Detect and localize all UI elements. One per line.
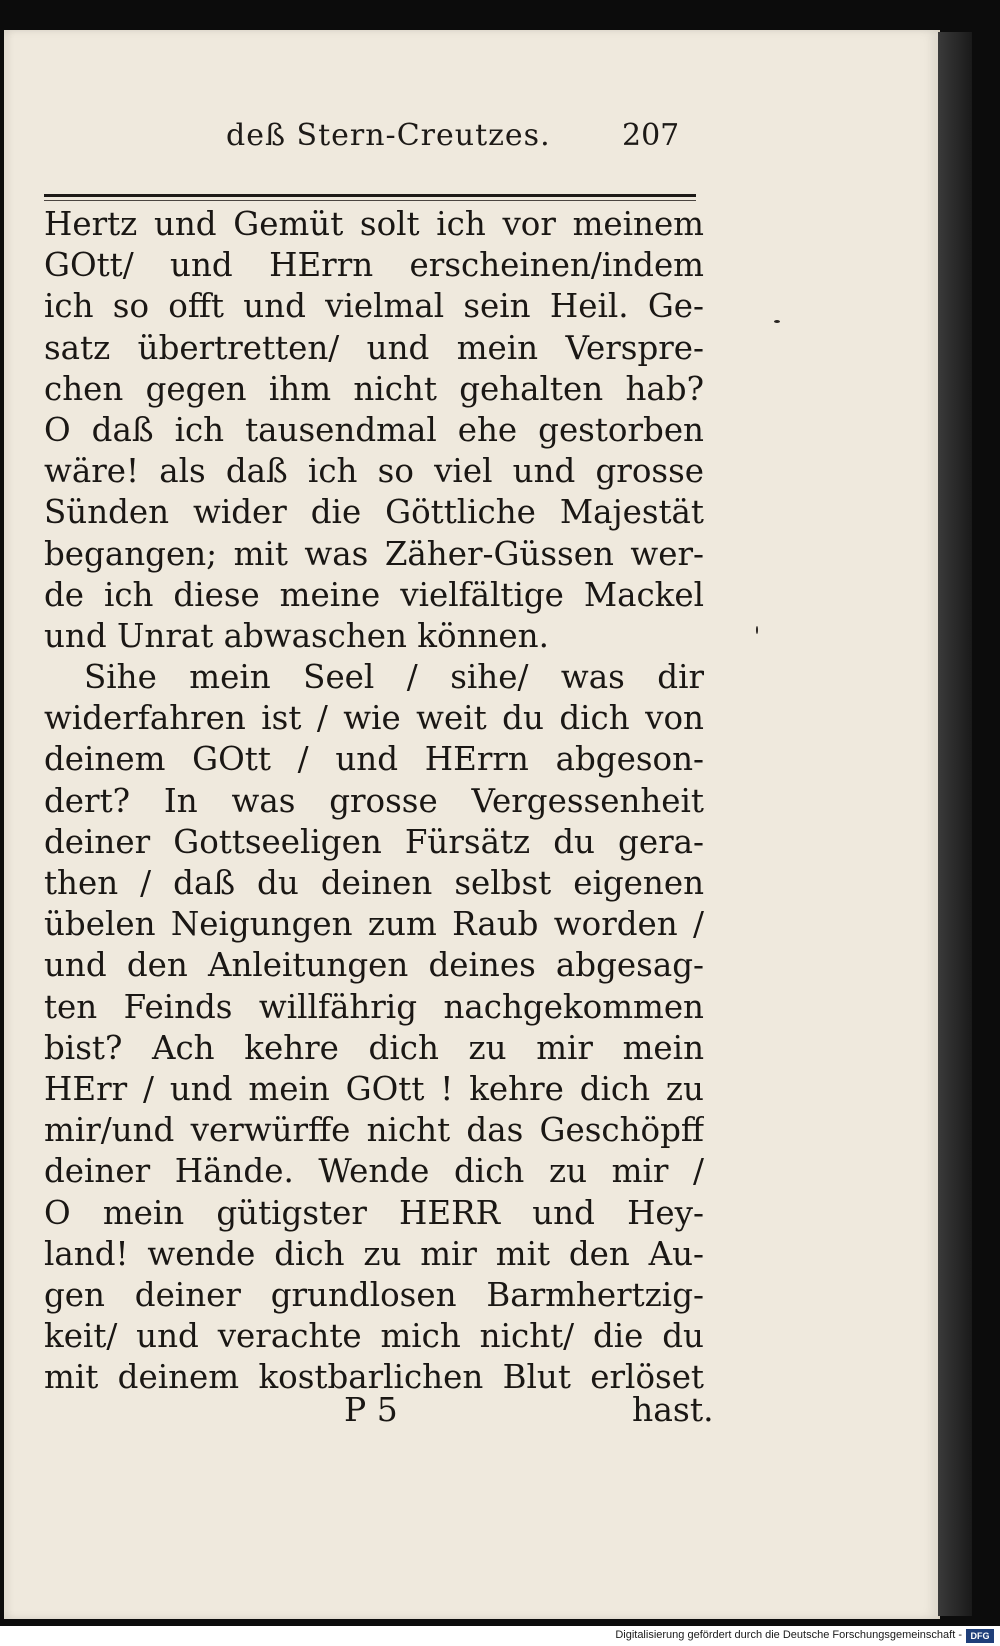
text-line: then / daß du deinen selbst eigenen xyxy=(44,864,704,902)
text-line: chen gegen ihm nicht gehalten hab? xyxy=(44,369,704,408)
text-line: deinem GOtt / und HErrn abgeson- xyxy=(44,740,704,779)
header-rule-thin xyxy=(44,200,696,201)
text-line: deiner Gottseeligen Fürsätz du gera- xyxy=(44,822,704,861)
running-title: deß Stern-Creutzes. xyxy=(226,118,551,153)
credit-text: Digitalisierung gefördert durch die Deutsche Forschungsgemeinschaft - xyxy=(615,1629,962,1641)
text-line: satz übertretten/ und mein Verspre- xyxy=(44,328,704,367)
text-line: ten Feinds willfährig nachgekommen xyxy=(44,987,704,1026)
dfg-logo: DFG xyxy=(966,1629,994,1643)
text-line: GOtt/ und HErrn erscheinen/indem xyxy=(44,246,704,285)
digitization-credit-bar xyxy=(0,1626,1000,1646)
header-rule xyxy=(44,194,696,197)
text-line: O daß ich tausendmal ehe gestorben xyxy=(44,410,704,449)
text-line: dert? In was grosse Vergessenheit xyxy=(44,781,704,820)
text-line: deiner Hände. Wende dich zu mir / xyxy=(44,1152,704,1191)
book-page xyxy=(4,30,940,1619)
paper-speck xyxy=(756,626,758,634)
running-head xyxy=(4,118,704,170)
catchword: hast. xyxy=(632,1390,714,1429)
text-line: begangen; mit was Zäher-Güssen wer- xyxy=(44,534,704,573)
text-line: Hertz und Gemüt solt ich vor meinem xyxy=(44,205,704,243)
text-line: widerfahren ist / wie weit du dich von xyxy=(44,699,704,738)
text-line: land! wende dich zu mir mit den Au- xyxy=(44,1234,704,1273)
text-line: de ich diese meine vielfältige Mackel xyxy=(44,575,704,614)
body-text xyxy=(44,204,704,1398)
text-line: keit/ und verachte mich nicht/ die du xyxy=(44,1317,704,1356)
page-edge-shadow xyxy=(938,32,972,1616)
text-line: Sünden wider die Göttliche Majestät xyxy=(44,493,704,532)
text-line: HErr / und mein GOtt ! kehre dich zu xyxy=(44,1069,704,1108)
signature-mark: P 5 xyxy=(344,1390,398,1429)
paragraph-start-line: Sihe mein Seel / sihe/ was dir xyxy=(84,658,704,697)
text-line: ich so offt und vielmal sein Heil. Ge- xyxy=(44,287,704,326)
paper-speck xyxy=(774,320,780,323)
text-line: gen deiner grundlosen Barmhertzig- xyxy=(44,1275,704,1314)
text-line: O mein gütigster HERR und Hey- xyxy=(44,1193,704,1232)
page-number: 207 xyxy=(622,118,680,153)
text-line: bist? Ach kehre dich zu mir mein xyxy=(44,1028,704,1067)
text-line: und den Anleitungen deines abgesag- xyxy=(44,946,704,985)
paragraph-end-line: und Unrat abwaschen können. xyxy=(44,616,549,655)
page-footer xyxy=(4,1390,724,1440)
text-line: mit deinem kostbarlichen Blut erlöset xyxy=(44,1358,704,1397)
text-line: übelen Neigungen zum Raub worden / xyxy=(44,905,704,944)
text-line: wäre! als daß ich so viel und grosse xyxy=(44,452,704,491)
text-line: mir/und verwürffe nicht das Geschöpff xyxy=(44,1111,704,1150)
